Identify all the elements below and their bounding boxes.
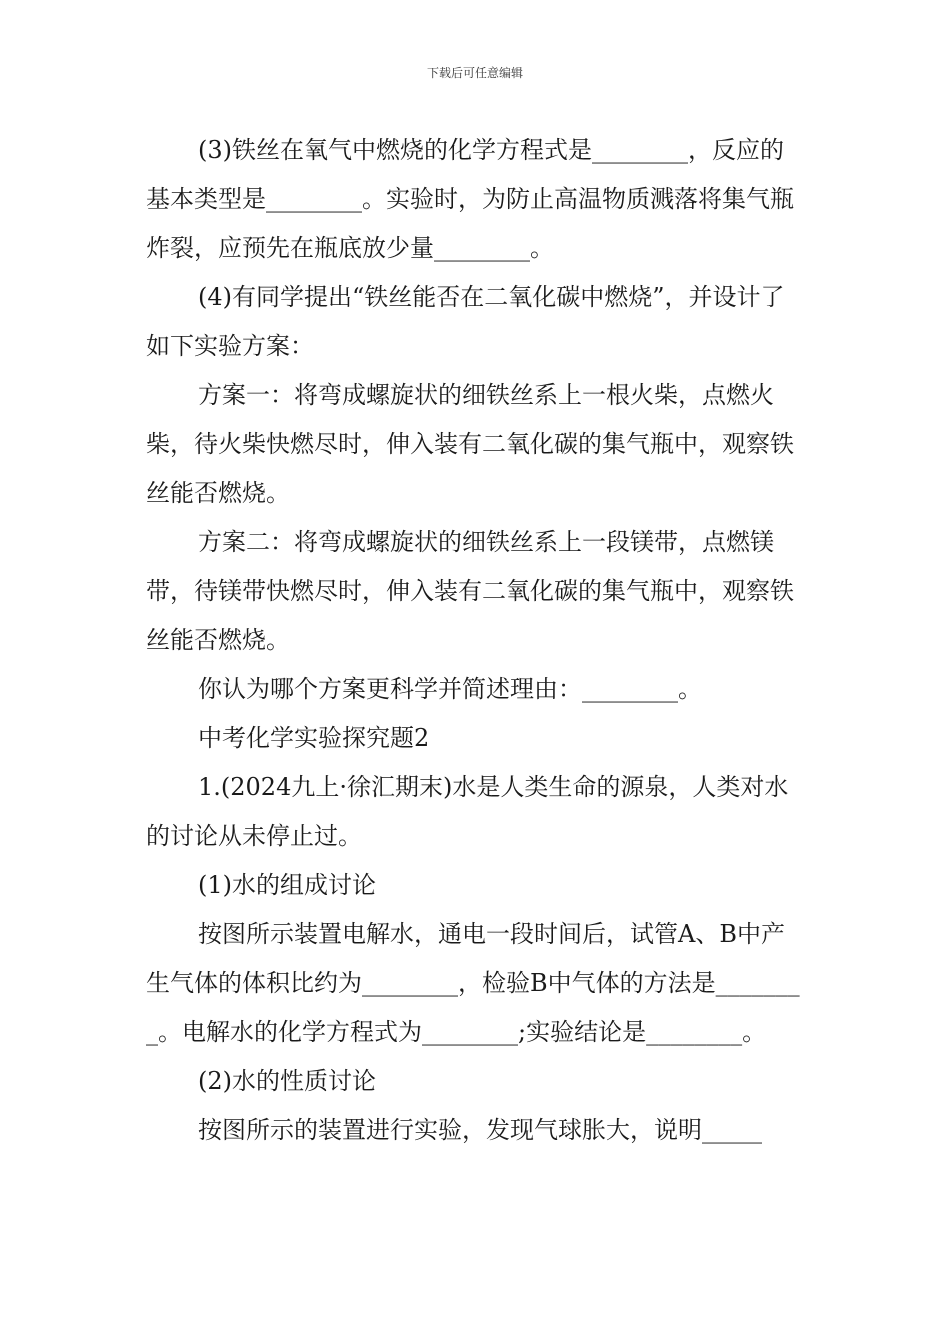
paragraph-problem-1: 1.(2024九上·徐汇期末)水是人类生命的源泉，人类对水的讨论从未停止过。: [146, 773, 789, 850]
paragraph-balloon: 按图所示的装置进行实验，发现气球胀大，说明_____: [198, 1116, 762, 1144]
paragraph-reason: 你认为哪个方案更科学并简述理由：________。: [198, 675, 702, 703]
subheading-properties: (2)水的性质讨论: [198, 1067, 376, 1095]
paragraph-q3: (3)铁丝在氧气中燃烧的化学方程式是________，反应的基本类型是________。实验时，为防止高温物质溅落将集气瓶炸裂，应预先在瓶底放少量________。: [146, 136, 794, 262]
paragraph-plan-1: 方案一：将弯成螺旋状的细铁丝系上一根火柴，点燃火柴，待火柴快燃尽时，伸入装有二氧化碳的集气瓶中，观察铁丝能否燃烧。: [146, 381, 794, 507]
document-body: [146, 126, 806, 1155]
page-header: 下载后可任意编辑: [426, 66, 523, 80]
paragraph-q4: (4)有同学提出“铁丝能否在二氧化碳中燃烧”，并设计了如下实验方案：: [146, 283, 785, 360]
paragraph-plan-2: 方案二：将弯成螺旋状的细铁丝系上一段镁带，点燃镁带，待镁带快燃尽时，伸入装有二氧化碳的集气瓶中，观察铁丝能否燃烧。: [146, 528, 794, 654]
section-title: 中考化学实验探究题2: [198, 724, 430, 752]
paragraph-electrolysis: 按图所示装置电解水，通电一段时间后，试管A、B中产生气体的体积比约为________，检验B中气体的方法是________。电解水的化学方程式为________;实验结论是________。: [146, 920, 800, 1046]
subheading-composition: (1)水的组成讨论: [198, 871, 376, 899]
